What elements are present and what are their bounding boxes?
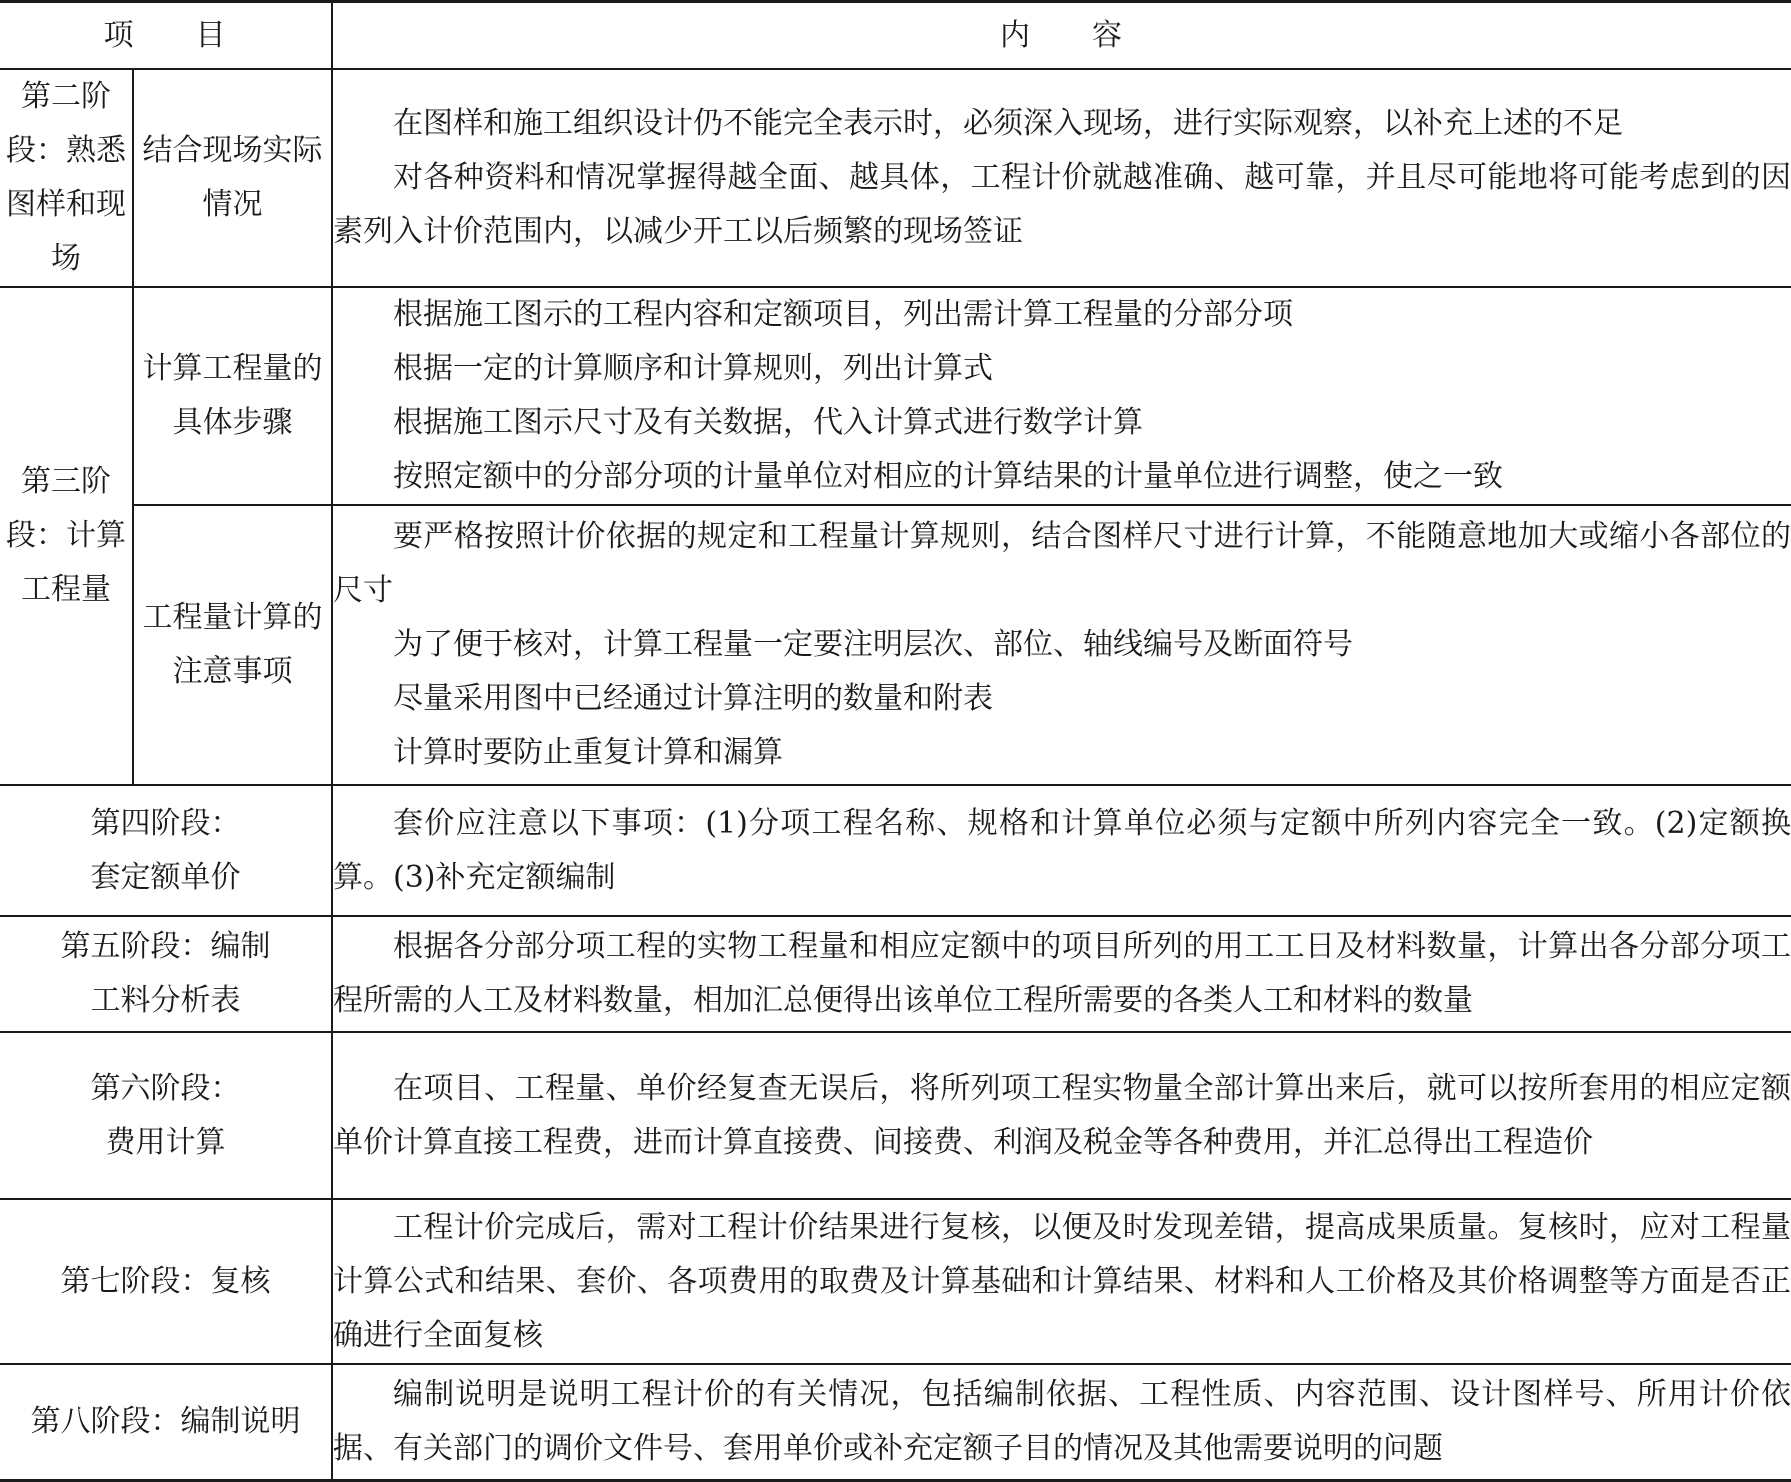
table-row [0,916,1791,1032]
header-row [0,2,1791,70]
header-project: 项 目 [0,2,332,70]
stage-8-label: 第八阶段：编制说明 [0,1364,332,1480]
table-row [0,505,1791,785]
table-row [0,1032,1791,1199]
table-row [0,1364,1791,1480]
stage-6-label: 第六阶段： 费用计算 [0,1032,332,1199]
stage-4-content: 套价应注意以下事项：(1)分项工程名称、规格和计算单位必须与定额中所列内容完全一致。(2)定额换算。(3)补充定额编制 [332,785,1791,916]
stage-7-label: 第七阶段：复核 [0,1199,332,1364]
stage-5-label: 第五阶段：编制 工料分析表 [0,916,332,1032]
stage-3-label: 第三阶段：计算工程量 [0,287,133,785]
table-row [0,1199,1791,1364]
stage-7-content: 工程计价完成后，需对工程计价结果进行复核，以便及时发现差错，提高成果质量。复核时，应对工程量计算公式和结果、套价、各项费用的取费及计算基础和计算结果、材料和人工价格及其价格调整等方面是否正确进行全面复核 [332,1199,1791,1364]
stage-3-notes-content: 要严格按照计价依据的规定和工程量计算规则，结合图样尺寸进行计算，不能随意地加大或缩小各部位的尺寸 为了便于核对，计算工程量一定要注明层次、部位、轴线编号及断面符号 尽量采用图中已经通过计算注明的数量和附表 计算时要防止重复计算和漏算 [332,505,1791,785]
stage-2-sub: 结合现场实际情况 [133,69,332,287]
stage-3-sub-notes: 工程量计算的注意事项 [133,505,332,785]
stage-2-label: 第二阶段：熟悉图样和现场 [0,69,133,287]
stage-3-sub-steps: 计算工程量的具体步骤 [133,287,332,505]
stage-4-label: 第四阶段： 套定额单价 [0,785,332,916]
header-content: 内 容 [332,2,1791,70]
table-row [0,785,1791,916]
stage-8-content: 编制说明是说明工程计价的有关情况，包括编制依据、工程性质、内容范围、设计图样号、所用计价依据、有关部门的调价文件号、套用单价或补充定额子目的情况及其他需要说明的问题 [332,1364,1791,1480]
stage-3-steps-content: 根据施工图示的工程内容和定额项目，列出需计算工程量的分部分项 根据一定的计算顺序和计算规则，列出计算式 根据施工图示尺寸及有关数据，代入计算式进行数学计算 按照定额中的分部分项的计量单位对相应的计算结果的计量单位进行调整，使之一致 [332,287,1791,505]
stage-5-content: 根据各分部分项工程的实物工程量和相应定额中的项目所列的用工工日及材料数量，计算出各分部分项工程所需的人工及材料数量，相加汇总便得出该单位工程所需要的各类人工和材料的数量 [332,916,1791,1032]
stage-2-content: 在图样和施工组织设计仍不能完全表示时，必须深入现场，进行实际观察，以补充上述的不足 对各种资料和情况掌握得越全面、越具体，工程计价就越准确、越可靠，并且尽可能地将可能考虑到的因素列入计价范围内，以减少开工以后频繁的现场签证 [332,69,1791,287]
table-row [0,69,1791,287]
stage-6-content: 在项目、工程量、单价经复查无误后，将所列项工程实物量全部计算出来后，就可以按所套用的相应定额单价计算直接工程费，进而计算直接费、间接费、利润及税金等各种费用，并汇总得出工程造价 [332,1032,1791,1199]
table-row [0,287,1791,505]
